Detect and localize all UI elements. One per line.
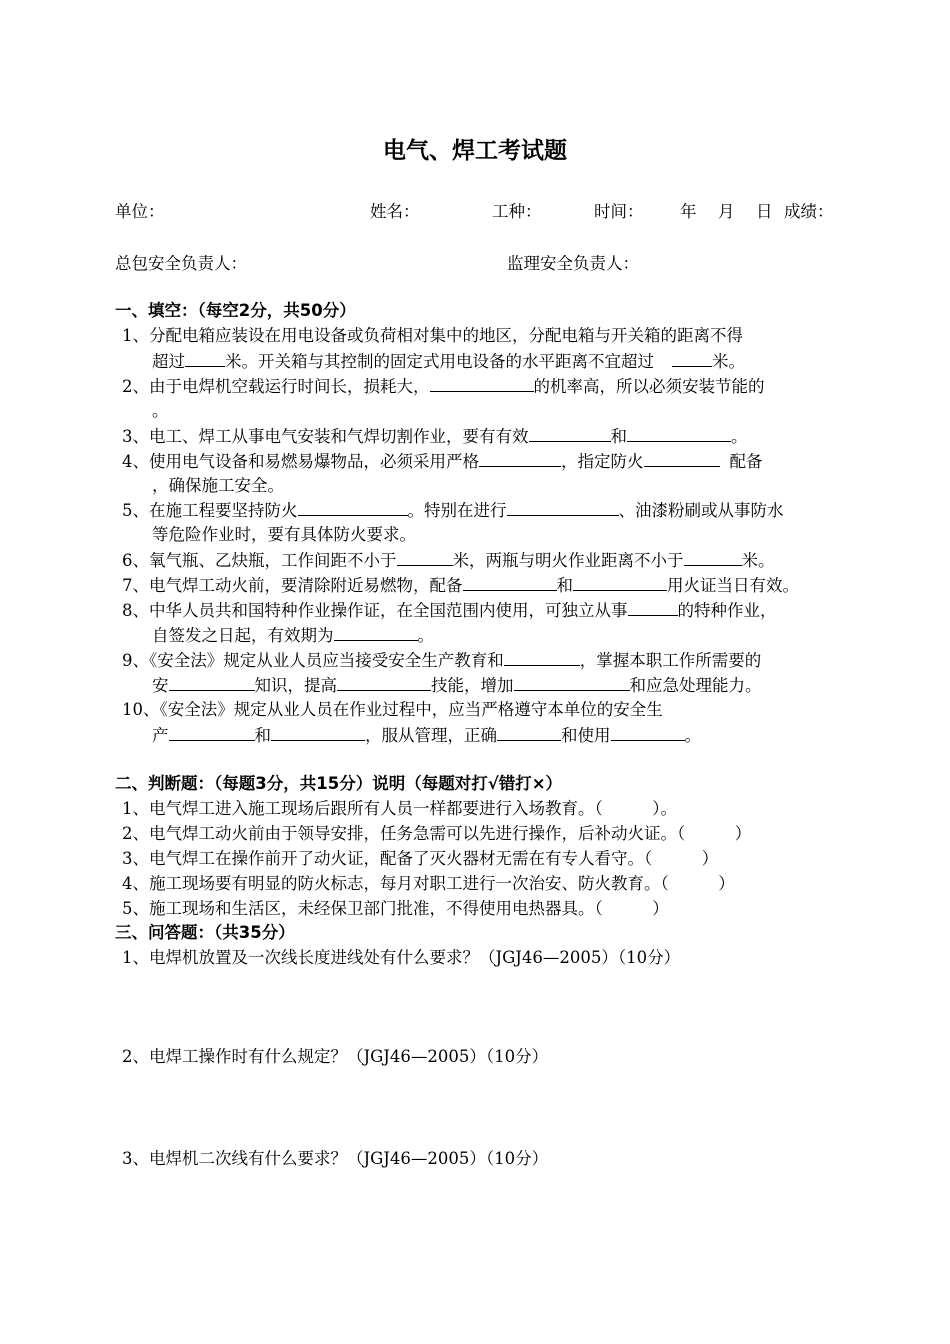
year-label: 年 [680,202,697,221]
judge-item: 1、电气焊工进入施工现场后跟所有人员一样都要进行入场教育。（ ）。 [122,799,677,818]
question-4-line2: ，确保施工安全。 [152,476,284,495]
page-title: 电气、焊工考试题 [383,138,567,164]
judge-item: 2、电气焊工动火前由于领导安排，任务急需可以先进行操作，后补动火证。（ ） [122,824,752,843]
section-judge-heading: 二、判断题：（每题3分，共15分）说明（每题对打√错打×） [115,774,563,793]
judge-item: 5、施工现场和生活区，未经保卫部门批准，不得使用电热器具。（ ） [122,899,669,918]
question-4-line1: 4、使用电气设备和易燃易爆物品，必须采用严格 ，指定防火 配备 [122,452,763,471]
question-9-line2: 安 知识，提高 技能，增加 和应急处理能力。 [152,676,762,695]
qa-item: 2、电焊工操作时有什么规定？（JGJ46—2005）（10分） [122,1047,549,1066]
time-label: 时间： [594,202,644,221]
month-label: 月 [718,202,735,221]
judge-item: 3、电气焊工在操作前开了动火证，配备了灭火器材无需在有专人看守。（ ） [122,849,719,868]
name-label: 姓名： [370,202,420,221]
trade-label: 工种： [492,202,542,221]
question-10-line2: 产 和 ，服从管理，正确 和使用 。 [152,726,701,745]
question-7: 7、电气焊工动火前，要清除附近易燃物，配备 和 用火证当日有效。 [122,576,799,595]
supervisor-safety-label: 监理安全负责人： [507,254,639,273]
question-2-line2: 。 [152,401,169,420]
section-fill-heading: 一、填空：（每空2分，共50分） [115,301,356,320]
question-5-line2: 等危险作业时，要有具体防火要求。 [152,525,416,544]
question-6: 6、氧气瓶、乙炔瓶，工作间距不小于 米，两瓶与明火作业距离不小于 米。 [122,551,775,570]
question-3: 3、电工、焊工从事电气安装和气焊切割作业，要有有效 和 。 [122,427,748,446]
question-2-line1: 2、由于电焊机空载运行时间长，损耗大， 的机率高，所以必须安装节能的 [122,377,765,396]
qa-item: 3、电焊机二次线有什么要求？（JGJ46—2005）（10分） [122,1149,549,1168]
question-8-line1: 8、中华人员共和国特种作业操作证，在全国范围内使用，可独立从事 的特种作业， [122,601,777,620]
unit-label: 单位： [115,202,165,221]
section-qa-heading: 三、问答题：（共35分） [115,923,295,942]
question-5-line1: 5、在施工程要坚持防火 。特别在进行 、油漆粉刷或从事防水 [122,501,784,520]
question-8-line2: 自签发之日起，有效期为 。 [152,626,434,645]
question-1-line1: 1、分配电箱应装设在用电设备或负荷相对集中的地区，分配电箱与开关箱的距离不得 [122,326,743,345]
question-1-line2: 超过 米。开关箱与其控制的固定式用电设备的水平距离不宜超过 米。 [152,352,745,371]
judge-item: 4、施工现场要有明显的防火标志，每月对职工进行一次治安、防火教育。（ ） [122,874,735,893]
question-10-line1: 10、《安全法》规定从业人员在作业过程中，应当严格遵守本单位的安全生 [122,700,663,719]
qa-item: 1、电焊机放置及一次线长度进线处有什么要求？（JGJ46—2005）（10分） [122,948,681,967]
day-label: 日 [756,202,773,221]
gc-safety-label: 总包安全负责人： [115,254,247,273]
question-9-line1: 9、《安全法》规定从业人员应当接受安全生产教育和 ，掌握本职工作所需要的 [122,651,762,670]
score-label: 成绩： [784,202,834,221]
